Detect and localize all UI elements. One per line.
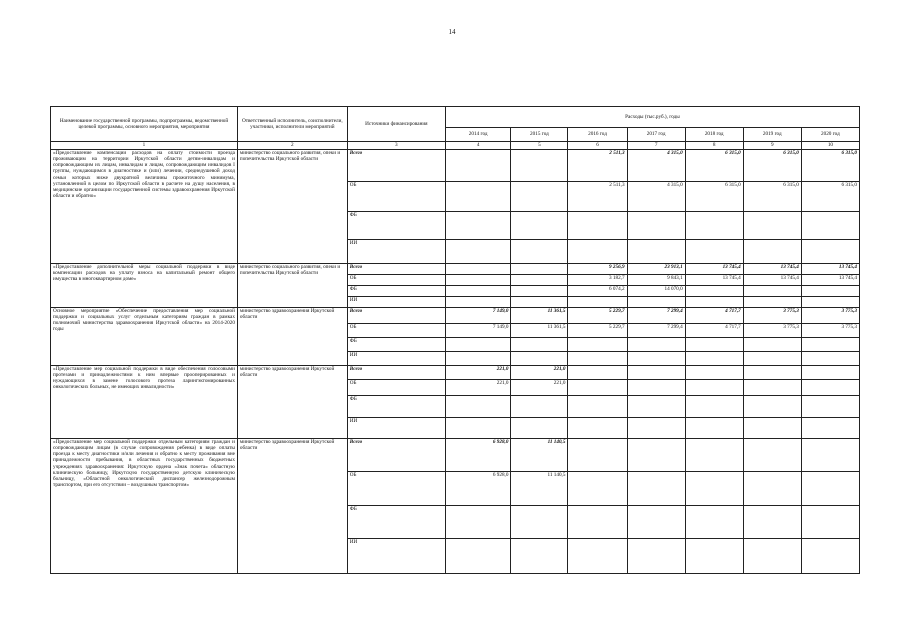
expense-value	[445, 240, 510, 264]
expense-value	[801, 380, 859, 396]
expense-value	[511, 297, 568, 308]
expense-value: 7 299,4	[627, 324, 685, 338]
expense-value: 4 315,0	[627, 182, 685, 212]
expense-value: 23 913,1	[627, 264, 685, 275]
expense-value	[801, 396, 859, 418]
expense-value: 221,0	[511, 380, 568, 396]
expense-value	[743, 338, 801, 352]
expense-value	[743, 539, 801, 574]
column-number: 6	[568, 142, 627, 150]
program-name: Основное мероприятие «Обеспечение предоставления мер социальной поддержки и социальных услуг отдельным категориям граждан в рамках полномочий министерства здравоохранения Иркутской области» на 2014-2020 годы	[51, 308, 238, 366]
expense-value	[445, 418, 510, 439]
expense-value	[627, 240, 685, 264]
funding-source-ii: ИИ	[347, 297, 445, 308]
funding-source-ii: ИИ	[347, 539, 445, 574]
expense-value	[568, 212, 627, 240]
funding-source-ob: ОБ	[347, 324, 445, 338]
expense-value	[568, 380, 627, 396]
table-row	[51, 439, 860, 472]
expense-value: 3 182,7	[568, 275, 627, 286]
expense-value: 3 775,3	[743, 308, 801, 324]
expense-value: 13 745,4	[801, 275, 859, 286]
expense-value	[627, 506, 685, 539]
expense-value	[445, 212, 510, 240]
expense-value: 7 299,4	[627, 308, 685, 324]
header-year: 2014 год	[445, 128, 510, 142]
responsible-executor: министерство здравоохранения Иркутской области	[237, 366, 347, 439]
expense-value	[568, 439, 627, 472]
expense-value: 13 745,4	[743, 264, 801, 275]
expense-value	[445, 275, 510, 286]
column-number: 1	[51, 142, 238, 150]
header-year: 2015 год	[511, 128, 568, 142]
expense-value	[511, 418, 568, 439]
funding-source-total: Всего	[347, 308, 445, 324]
funding-source-total: Всего	[347, 264, 445, 275]
expense-value	[511, 286, 568, 297]
expense-value	[743, 286, 801, 297]
expense-value: 6 315,0	[685, 182, 743, 212]
expense-value: 2 511,3	[568, 182, 627, 212]
expense-value	[685, 396, 743, 418]
expense-value: 13 745,4	[685, 275, 743, 286]
header-year: 2017 год	[627, 128, 685, 142]
expense-value	[511, 182, 568, 212]
expense-value: 6 315,0	[743, 182, 801, 212]
expense-value	[685, 472, 743, 506]
header-year: 2019 год	[743, 128, 801, 142]
expense-value	[627, 297, 685, 308]
expense-value	[801, 506, 859, 539]
column-number: 7	[627, 142, 685, 150]
expense-value: 7 149,0	[445, 324, 510, 338]
expense-value	[511, 240, 568, 264]
header-name: Наименование государственной программы, подпрограммы, ведомственной целевой программы, основного мероприятия, мероприятия	[51, 107, 238, 142]
expense-value	[568, 297, 627, 308]
responsible-executor: министерство здравоохранения Иркутской области	[237, 308, 347, 366]
expense-value	[511, 396, 568, 418]
expense-value	[685, 506, 743, 539]
expense-value	[743, 418, 801, 439]
expense-value	[511, 264, 568, 275]
header-responsible: Ответственный исполнитель, соисполнители, участники, исполнители мероприятий	[237, 107, 347, 142]
expense-value	[627, 472, 685, 506]
expense-value	[743, 439, 801, 472]
expense-value	[511, 338, 568, 352]
expense-value: 6 074,2	[568, 286, 627, 297]
responsible-executor: министерство социального развития, опеки и попечительства Иркутской области	[237, 264, 347, 308]
expense-value: 221,0	[445, 380, 510, 396]
expense-value: 3 775,3	[743, 324, 801, 338]
expense-value: 7 149,0	[445, 308, 510, 324]
funding-source-ii: ИИ	[347, 352, 445, 366]
funding-source-fb: ФБ	[347, 338, 445, 352]
expense-value	[743, 352, 801, 366]
expense-value	[801, 286, 859, 297]
table-header	[51, 107, 860, 150]
expense-value	[685, 418, 743, 439]
expense-value: 11 140,5	[511, 439, 568, 472]
funding-source-total: Всего	[347, 150, 445, 182]
expense-value	[801, 297, 859, 308]
funding-source-ii: ИИ	[347, 418, 445, 439]
expense-value	[445, 506, 510, 539]
expense-value: 4 717,7	[685, 308, 743, 324]
budget-table	[50, 106, 860, 574]
expense-value: 221,0	[445, 366, 510, 380]
expense-value	[445, 539, 510, 574]
header-year: 2016 год	[568, 128, 627, 142]
expense-value: 13 745,4	[801, 264, 859, 275]
table-row	[51, 308, 860, 324]
expense-value	[445, 150, 510, 182]
expense-value	[568, 418, 627, 439]
expense-value	[801, 338, 859, 352]
expense-value	[743, 212, 801, 240]
expense-value: 6 315,0	[685, 150, 743, 182]
expense-value	[627, 380, 685, 396]
responsible-executor: министерство здравоохранения Иркутской области	[237, 439, 347, 574]
table-body	[51, 150, 860, 574]
expense-value	[685, 439, 743, 472]
header-year: 2018 год	[685, 128, 743, 142]
funding-source-ob: ОБ	[347, 380, 445, 396]
expense-value: 3 775,3	[801, 308, 859, 324]
funding-source-total: Всего	[347, 366, 445, 380]
expense-value: 4 717,7	[685, 324, 743, 338]
expense-value	[511, 539, 568, 574]
expense-value: 5 229,7	[568, 308, 627, 324]
expense-value	[743, 396, 801, 418]
expense-value: 6 315,0	[743, 150, 801, 182]
expense-value	[568, 352, 627, 366]
expense-value	[568, 338, 627, 352]
expense-value	[743, 297, 801, 308]
expense-value: 6 928,0	[445, 472, 510, 506]
expense-value: 4 315,0	[627, 150, 685, 182]
expense-value	[627, 352, 685, 366]
responsible-executor: министерство социального развития, опеки и попечительства Иркутской области	[237, 150, 347, 264]
expense-value	[801, 472, 859, 506]
expense-value	[685, 380, 743, 396]
expense-value	[568, 240, 627, 264]
expense-value	[685, 539, 743, 574]
expense-value	[743, 506, 801, 539]
page-number: 14	[448, 28, 456, 36]
header-sources: Источники финансирования	[347, 107, 445, 142]
expense-value	[511, 212, 568, 240]
program-name: «Предоставление дополнительной меры социальной поддержки в виде компенсации расходов на уплату взноса на капитальный ремонт общего имущества в многоквартирном доме»	[51, 264, 238, 308]
expense-value	[568, 396, 627, 418]
expense-value: 13 745,4	[743, 275, 801, 286]
expense-value	[511, 150, 568, 182]
expense-value	[685, 338, 743, 352]
expense-value: 221,0	[511, 366, 568, 380]
expense-value	[801, 240, 859, 264]
expense-value: 5 229,7	[568, 324, 627, 338]
expense-value	[627, 418, 685, 439]
expense-value: 14 070,0	[627, 286, 685, 297]
funding-source-fb: ФБ	[347, 286, 445, 297]
expense-value	[511, 275, 568, 286]
expense-value	[801, 366, 859, 380]
expense-value	[801, 212, 859, 240]
expense-value	[743, 380, 801, 396]
expense-value	[511, 352, 568, 366]
column-number: 5	[511, 142, 568, 150]
expense-value	[627, 338, 685, 352]
expense-value: 6 315,0	[801, 182, 859, 212]
expense-value	[743, 366, 801, 380]
program-name: «Предоставление мер социальной поддержки в виде обеспечения голосовыми протезами и принадлежностями к ним впервые прооперированных и нуждающихся в замене голосового протеза ларингэктомированных онкологических больных, не имеющих инвалидности»	[51, 366, 238, 439]
column-number: 8	[685, 142, 743, 150]
expense-value	[801, 352, 859, 366]
expense-value	[445, 286, 510, 297]
expense-value	[511, 506, 568, 539]
expense-value	[743, 240, 801, 264]
expense-value	[685, 366, 743, 380]
expense-value	[627, 539, 685, 574]
funding-source-ob: ОБ	[347, 275, 445, 286]
program-name: «Предоставление компенсации расходов на оплату стоимости проезда проживающим на территории Иркутской области детям-инвалидам и сопровождающим их лицам, инвалидам и лицам, сопровождающим инвалидов I группы, нуждающимся в диагностике и (или) лечении, среднедушевой доход семьи которых ниже двукратной величины прожиточного минимума, установленной в целом по Иркутской области в расчете на душу населения, в медицинские организации государственной системы здравоохранения Иркутской области и обратно»	[51, 150, 238, 264]
column-number-row	[51, 142, 860, 150]
funding-source-total: Всего	[347, 439, 445, 472]
funding-source-ob: ОБ	[347, 472, 445, 506]
expense-value	[568, 366, 627, 380]
column-number: 3	[347, 142, 445, 150]
expense-value	[685, 352, 743, 366]
expense-value	[627, 439, 685, 472]
expense-value	[685, 286, 743, 297]
column-number: 10	[801, 142, 859, 150]
expense-value: 9 256,9	[568, 264, 627, 275]
expense-value	[445, 352, 510, 366]
table-row	[51, 366, 860, 380]
expense-value	[743, 472, 801, 506]
expense-value: 3 775,3	[801, 324, 859, 338]
expense-value	[801, 418, 859, 439]
expense-value	[568, 506, 627, 539]
expense-value: 2 511,3	[568, 150, 627, 182]
program-name: «Предоставление мер социальной поддержки отдельным категориям граждан и сопровождающим лицам (в случае сопровождения ребенка) в виде оплаты проезда к месту диагностики и/или лечения и обратно к месту проживания вне принадлежности пребывания, в областных государственных бюджетных учреждениях здравоохранения: Иркутскую ордена «Знак почета» областную клиническую больницу, Иркутскую государственную детскую клиническую больницу, «Областной онкологический диспансер железнодорожным транспортом, при его отсутствии – воздушным транспортом»	[51, 439, 238, 574]
expense-value: 13 745,4	[685, 264, 743, 275]
expense-value	[685, 240, 743, 264]
expense-value	[568, 472, 627, 506]
column-number: 9	[743, 142, 801, 150]
expense-value: 11 140,5	[511, 472, 568, 506]
expense-value	[685, 297, 743, 308]
header-expenses: Расходы (тыс.руб.), годы	[445, 107, 859, 128]
expense-value	[445, 297, 510, 308]
funding-source-ob: ОБ	[347, 182, 445, 212]
expense-value	[801, 539, 859, 574]
table-row	[51, 150, 860, 182]
expense-value	[627, 396, 685, 418]
expense-value	[445, 338, 510, 352]
expense-value	[445, 182, 510, 212]
funding-source-fb: ФБ	[347, 212, 445, 240]
expense-value: 11 361,5	[511, 308, 568, 324]
expense-value	[445, 264, 510, 275]
header-year: 2020 год	[801, 128, 859, 142]
funding-source-fb: ФБ	[347, 506, 445, 539]
expense-value: 9 843,1	[627, 275, 685, 286]
funding-source-ii: ИИ	[347, 240, 445, 264]
expense-value	[685, 212, 743, 240]
column-number: 2	[237, 142, 347, 150]
column-number: 4	[445, 142, 510, 150]
expense-value	[568, 539, 627, 574]
table-row	[51, 264, 860, 275]
expense-value	[445, 396, 510, 418]
funding-source-fb: ФБ	[347, 396, 445, 418]
expense-value: 6 315,0	[801, 150, 859, 182]
expense-value: 11 361,5	[511, 324, 568, 338]
expense-value: 6 928,0	[445, 439, 510, 472]
expense-value	[627, 212, 685, 240]
expense-value	[801, 439, 859, 472]
expense-value	[627, 366, 685, 380]
